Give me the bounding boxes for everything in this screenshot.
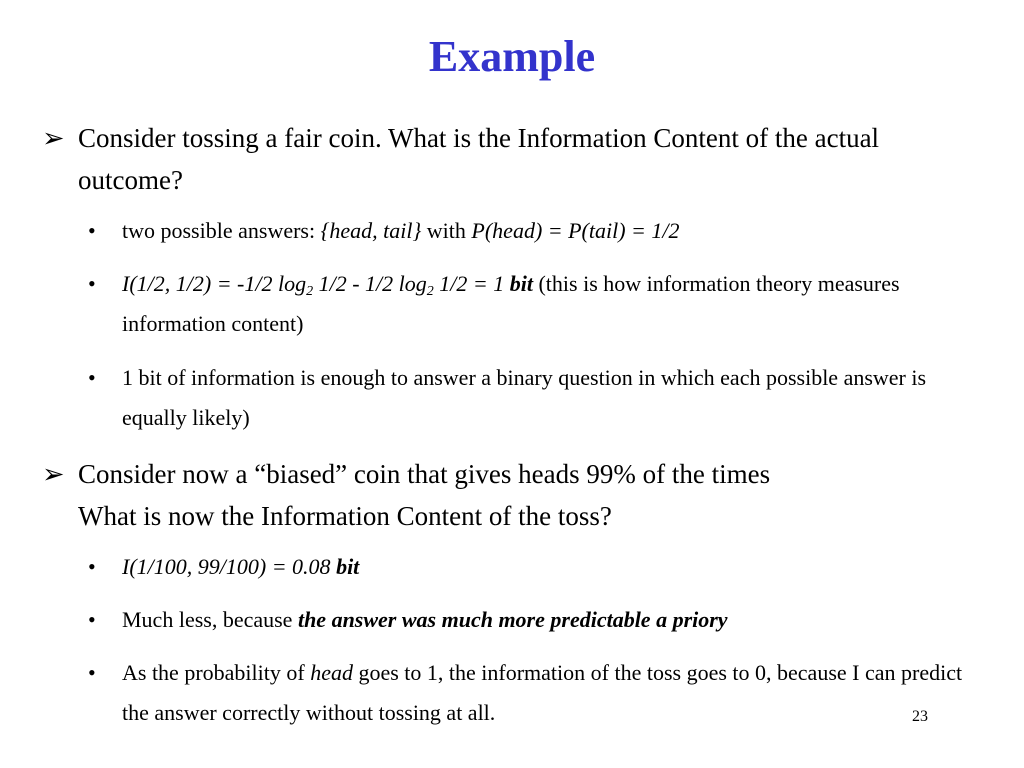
formula-part: I(1/2, 1/2) = -1/2 log (122, 271, 307, 296)
text: two possible answers: (122, 218, 321, 243)
dot-bullet-icon: • (88, 554, 96, 579)
dot-bullet-icon: • (88, 607, 96, 632)
sub-bullet-2-2 (88, 600, 978, 640)
dot-bullet-icon: • (88, 660, 96, 685)
text: Much less, because (122, 607, 298, 632)
text: As the probability of (122, 660, 311, 685)
emphasis-word: head (310, 660, 353, 685)
bullet-1 (42, 117, 982, 201)
sub-bullet-1-3 (88, 358, 978, 438)
sub-bullet-1-2 (88, 264, 978, 344)
log-base: 2 (426, 284, 434, 299)
text: (this is how information theory measures information content) (122, 271, 900, 336)
sub-bullet-2-1 (88, 547, 978, 587)
formula: I(1/100, 99/100) = 0.08 (122, 554, 331, 579)
bullet-1-text: Consider tossing a fair coin. What is the Information Content of the actual outcome? (78, 123, 880, 195)
formula-part: 1/2 - 1/2 log (313, 271, 427, 296)
dot-bullet-icon: • (88, 218, 96, 243)
probability-formula: P(head) = P(tail) = 1/2 (471, 218, 680, 243)
formula-part: 1/2 = 1 (433, 271, 505, 296)
dot-bullet-icon: • (88, 365, 96, 390)
text: with (421, 218, 472, 243)
log-base: 2 (306, 284, 314, 299)
sub-bullet-2-3 (88, 653, 978, 733)
arrow-bullet-icon: ➢ (42, 123, 65, 153)
bullet-2-line-2: What is now the Information Content of the toss? (78, 501, 612, 531)
dot-bullet-icon: • (88, 271, 96, 296)
page-number: 23 (912, 708, 928, 725)
outcome-set: {head, tail} (320, 218, 422, 243)
text: goes to 1, the information of the toss goes to 0, because I can predict the answer correctly without tossing at all. (122, 660, 963, 725)
bullet-2-line-1: Consider now a “biased” coin that gives heads 99% of the times (78, 459, 771, 489)
sub-bullet-1-1 (88, 211, 978, 251)
emphasis-text: the answer was much more predictable a priory (297, 607, 728, 632)
sub-bullet-1-3-text: 1 bit of information is enough to answer a binary question in which each possible answer is equally likely) (122, 365, 927, 430)
slide-title: Example (428, 32, 596, 81)
unit-bit: bit (509, 271, 533, 296)
arrow-bullet-icon: ➢ (42, 459, 65, 489)
unit-bit: bit (336, 554, 360, 579)
bullet-2 (42, 453, 982, 537)
